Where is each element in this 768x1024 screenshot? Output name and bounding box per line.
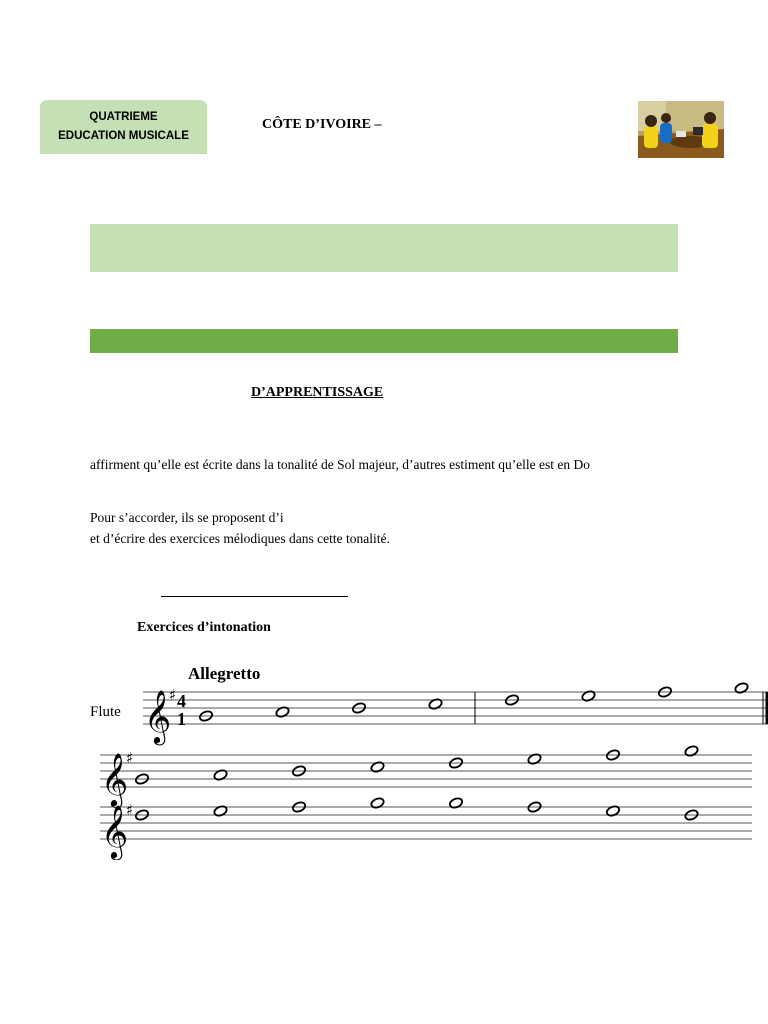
level-grade: QUATRIEME — [89, 111, 158, 123]
country-title: CÔTE D’IVOIRE – — [262, 117, 382, 132]
treble-clef-icon: 𝄞 — [144, 689, 172, 743]
key-signature-sharp-icon: ♯ — [126, 749, 134, 767]
students-group-photo — [638, 101, 724, 158]
title-band — [90, 224, 678, 272]
instrument-label: Flute — [90, 704, 121, 720]
treble-clef-icon: 𝄞 — [101, 752, 129, 806]
blank-heading-underline — [161, 596, 348, 597]
key-signature-sharp-icon: ♯ — [126, 801, 134, 819]
tempo-marking: Allegretto — [188, 664, 261, 683]
exercises-title: Exercices d’intonation — [137, 620, 271, 635]
music-score — [80, 655, 768, 860]
section-heading-text: D’APPRENTISSAGE — [251, 385, 384, 400]
situation-text-line-3: et d’écrire des exercices mélodiques dans cette tonalité. — [90, 531, 390, 546]
key-signature-sharp-icon: ♯ — [169, 686, 177, 704]
time-signature-bottom: 1 — [177, 709, 186, 729]
section-heading — [161, 385, 383, 401]
situation-text-line-2: Pour s’accorder, ils se proposent d’i — [90, 510, 284, 525]
situation-text-line-1: affirment qu’elle est écrite dans la tonalité de Sol majeur, d’autres estiment qu’elle est en Do — [90, 457, 591, 472]
treble-clef-icon: 𝄞 — [101, 804, 129, 858]
level-subject: EDUCATION MUSICALE — [58, 130, 189, 142]
staves-group — [100, 682, 768, 860]
level-badge — [40, 100, 207, 154]
time-signature-top: 4 — [177, 691, 186, 711]
section-band — [90, 329, 678, 353]
